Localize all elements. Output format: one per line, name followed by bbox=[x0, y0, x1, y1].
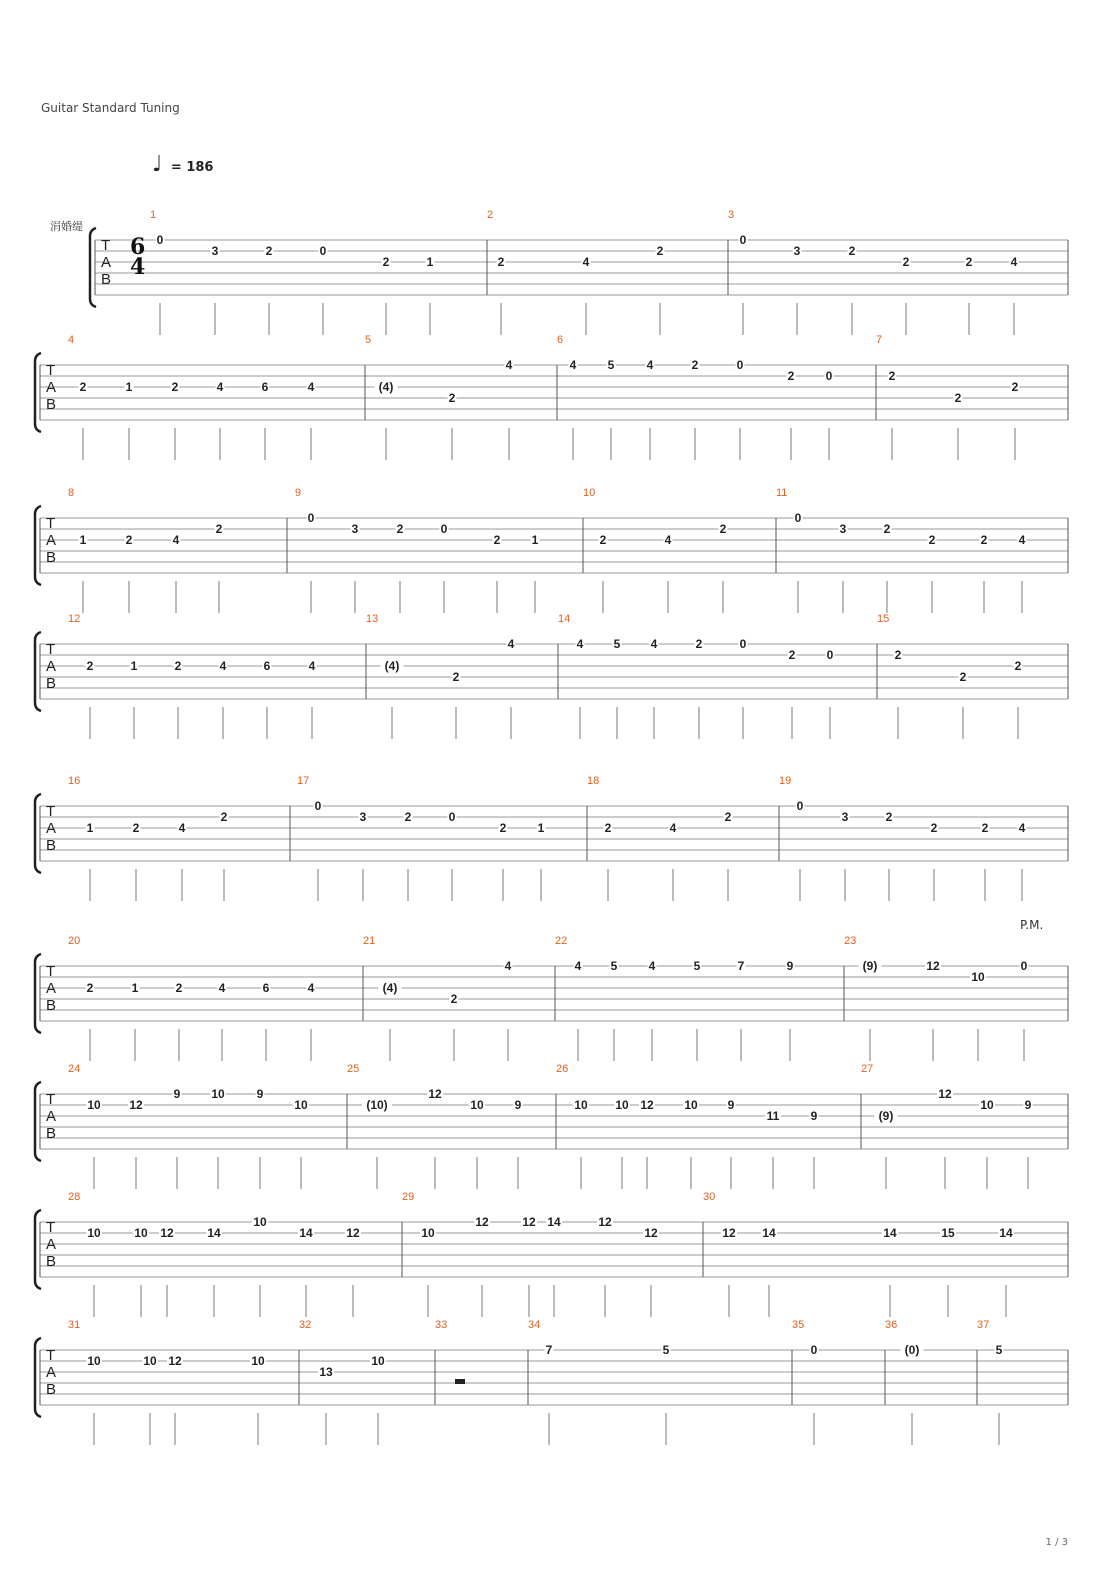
fret-number: 2 bbox=[885, 810, 893, 824]
tab-clef-letter: T bbox=[46, 641, 56, 658]
fret-number: 1 bbox=[125, 380, 133, 394]
measure-number: 12 bbox=[68, 613, 81, 625]
measure-number: 17 bbox=[297, 775, 310, 787]
fret-number: 1 bbox=[86, 821, 94, 835]
palm-mute-label: P.M. bbox=[1020, 918, 1044, 932]
fret-number: 10 bbox=[421, 1226, 435, 1240]
fret-number: 12 bbox=[160, 1226, 174, 1240]
fret-number: 9 bbox=[810, 1109, 818, 1123]
fret-number: 5 bbox=[610, 959, 618, 973]
measure-number: 28 bbox=[68, 1191, 81, 1203]
fret-number: 2 bbox=[174, 659, 182, 673]
tab-clef-letter: A bbox=[46, 1236, 57, 1253]
fret-number: 5 bbox=[613, 637, 621, 651]
fret-number: 2 bbox=[265, 244, 273, 258]
fret-number: 4 bbox=[307, 981, 315, 995]
tab-clef-letter: B bbox=[46, 1381, 57, 1398]
measure-number: 2 bbox=[487, 209, 494, 221]
tab-clef-letter: A bbox=[46, 1108, 57, 1125]
time-signature-bottom: 4 bbox=[130, 254, 146, 280]
fret-number: 4 bbox=[178, 821, 186, 835]
fret-number: 4 bbox=[669, 821, 677, 835]
fret-number: (4) bbox=[384, 659, 400, 673]
fret-number: 9 bbox=[786, 959, 794, 973]
measure-number: 11 bbox=[776, 487, 788, 499]
tab-clef-letter: B bbox=[46, 997, 57, 1014]
fret-number: 1 bbox=[79, 533, 87, 547]
fret-number: 9 bbox=[173, 1087, 181, 1101]
fret-number: 2 bbox=[79, 380, 87, 394]
measure-number: 27 bbox=[861, 1063, 874, 1075]
time-signature-top: 6 bbox=[130, 234, 146, 260]
tab-clef-letter: B bbox=[46, 549, 57, 566]
fret-number: 3 bbox=[351, 522, 359, 536]
fret-number: 5 bbox=[693, 959, 701, 973]
fret-number: 0 bbox=[810, 1343, 818, 1357]
fret-number: 14 bbox=[883, 1226, 897, 1240]
measure-number: 8 bbox=[68, 487, 75, 499]
measure-number: 3 bbox=[728, 209, 735, 221]
fret-number: (0) bbox=[904, 1343, 920, 1357]
fret-number: 12 bbox=[938, 1087, 952, 1101]
measure-number: 22 bbox=[555, 935, 568, 947]
fret-number: 4 bbox=[172, 533, 180, 547]
fret-number: 2 bbox=[656, 244, 664, 258]
fret-number: 2 bbox=[788, 648, 796, 662]
fret-number: 5 bbox=[662, 1343, 670, 1357]
fret-number: 10 bbox=[615, 1098, 629, 1112]
fret-number: 7 bbox=[545, 1343, 553, 1357]
tab-clef-letter: B bbox=[46, 1253, 57, 1270]
fret-number: 2 bbox=[497, 255, 505, 269]
fret-number: 4 bbox=[1018, 533, 1026, 547]
fret-number: 4 bbox=[650, 637, 658, 651]
measure-number: 14 bbox=[558, 613, 571, 625]
tab-clef-letter: B bbox=[46, 675, 57, 692]
fret-number: 0 bbox=[319, 244, 327, 258]
fret-number: 2 bbox=[493, 533, 501, 547]
fret-number: 3 bbox=[841, 810, 849, 824]
fret-number: 12 bbox=[168, 1354, 182, 1368]
measure-number: 30 bbox=[703, 1191, 716, 1203]
fret-number: 1 bbox=[131, 981, 139, 995]
fret-number: 4 bbox=[576, 637, 584, 651]
tab-clef-letter: B bbox=[101, 271, 112, 288]
fret-number: 10 bbox=[87, 1226, 101, 1240]
fret-number: 2 bbox=[894, 648, 902, 662]
measure-number: 31 bbox=[68, 1319, 81, 1331]
measure-number: 25 bbox=[347, 1063, 360, 1075]
fret-number: 5 bbox=[995, 1343, 1003, 1357]
page-number: 1 / 3 bbox=[1045, 1537, 1068, 1548]
fret-number: 15 bbox=[941, 1226, 955, 1240]
fret-number: 2 bbox=[1011, 380, 1019, 394]
fret-number: 2 bbox=[724, 810, 732, 824]
tab-clef-letter: T bbox=[46, 1219, 56, 1236]
fret-number: 2 bbox=[930, 821, 938, 835]
fret-number: 3 bbox=[359, 810, 367, 824]
measure-number: 23 bbox=[844, 935, 857, 947]
tab-clef-letter: T bbox=[46, 515, 56, 532]
fret-number: 4 bbox=[582, 255, 590, 269]
tab-clef-letter: A bbox=[101, 254, 112, 271]
fret-number: 10 bbox=[980, 1098, 994, 1112]
fret-number: 4 bbox=[504, 959, 512, 973]
fret-number: 10 bbox=[371, 1354, 385, 1368]
measure-number: 10 bbox=[583, 487, 596, 499]
fret-number: 3 bbox=[793, 244, 801, 258]
tab-clef-letter: B bbox=[46, 837, 57, 854]
fret-number: 2 bbox=[787, 369, 795, 383]
fret-number: (4) bbox=[382, 981, 398, 995]
fret-number: 2 bbox=[980, 533, 988, 547]
measure-number: 36 bbox=[885, 1319, 898, 1331]
fret-number: 2 bbox=[396, 522, 404, 536]
fret-number: 6 bbox=[263, 659, 271, 673]
fret-number: 12 bbox=[722, 1226, 736, 1240]
fret-number: 10 bbox=[143, 1354, 157, 1368]
fret-number: 12 bbox=[640, 1098, 654, 1112]
fret-number: 10 bbox=[251, 1354, 265, 1368]
fret-number: 12 bbox=[598, 1215, 612, 1229]
fret-number: 2 bbox=[902, 255, 910, 269]
measure-number: 9 bbox=[295, 487, 302, 499]
measure-number: 6 bbox=[557, 334, 564, 346]
fret-number: 14 bbox=[999, 1226, 1013, 1240]
measure-number: 18 bbox=[587, 775, 600, 787]
fret-number: 10 bbox=[253, 1215, 267, 1229]
fret-number: 2 bbox=[954, 391, 962, 405]
fret-number: (10) bbox=[366, 1098, 388, 1112]
fret-number: 10 bbox=[87, 1354, 101, 1368]
fret-number: 0 bbox=[825, 369, 833, 383]
tab-clef-letter: T bbox=[101, 237, 111, 254]
fret-number: 2 bbox=[215, 522, 223, 536]
tab-clef-letter: A bbox=[46, 980, 57, 997]
tab-clef-letter: T bbox=[46, 803, 56, 820]
tab-clef-letter: A bbox=[46, 820, 57, 837]
fret-number: 2 bbox=[86, 659, 94, 673]
fret-number: 9 bbox=[256, 1087, 264, 1101]
fret-number: 2 bbox=[981, 821, 989, 835]
fret-number: 2 bbox=[175, 981, 183, 995]
fret-number: 12 bbox=[644, 1226, 658, 1240]
measure-number: 1 bbox=[150, 209, 157, 221]
fret-number: 4 bbox=[664, 533, 672, 547]
fret-number: 4 bbox=[219, 659, 227, 673]
measure-number: 7 bbox=[876, 334, 883, 346]
measure-number: 37 bbox=[977, 1319, 990, 1331]
fret-number: 4 bbox=[308, 659, 316, 673]
measure-number: 4 bbox=[68, 334, 75, 346]
fret-number: 12 bbox=[926, 959, 940, 973]
tempo-value: = 186 bbox=[170, 160, 214, 175]
fret-number: 4 bbox=[218, 981, 226, 995]
fret-number: 0 bbox=[1020, 959, 1028, 973]
fret-number: 2 bbox=[382, 255, 390, 269]
fret-number: 0 bbox=[794, 511, 802, 525]
fret-number: 5 bbox=[607, 358, 615, 372]
fret-number: 2 bbox=[499, 821, 507, 835]
fret-number: 6 bbox=[262, 981, 270, 995]
fret-number: 3 bbox=[211, 244, 219, 258]
fret-number: 4 bbox=[646, 358, 654, 372]
fret-number: 0 bbox=[307, 511, 315, 525]
tab-clef-letter: T bbox=[46, 963, 56, 980]
fret-number: 10 bbox=[574, 1098, 588, 1112]
fret-number: 1 bbox=[537, 821, 545, 835]
tab-clef-letter: A bbox=[46, 1364, 57, 1381]
fret-number: 6 bbox=[261, 380, 269, 394]
measure-number: 13 bbox=[366, 613, 379, 625]
fret-number: 12 bbox=[129, 1098, 143, 1112]
fret-number: 2 bbox=[220, 810, 228, 824]
measure-number: 34 bbox=[528, 1319, 541, 1331]
fret-number: 10 bbox=[134, 1226, 148, 1240]
fret-number: 2 bbox=[928, 533, 936, 547]
fret-number: 0 bbox=[826, 648, 834, 662]
fret-number: 14 bbox=[762, 1226, 776, 1240]
fret-number: 12 bbox=[346, 1226, 360, 1240]
fret-number: 14 bbox=[547, 1215, 561, 1229]
measure-number: 29 bbox=[402, 1191, 415, 1203]
fret-number: 14 bbox=[207, 1226, 221, 1240]
fret-number: 2 bbox=[450, 992, 458, 1006]
fret-number: 10 bbox=[470, 1098, 484, 1112]
fret-number: 13 bbox=[319, 1365, 333, 1379]
fret-number: 2 bbox=[132, 821, 140, 835]
measure-number: 5 bbox=[365, 334, 372, 346]
fret-number: 4 bbox=[307, 380, 315, 394]
fret-number: 7 bbox=[737, 959, 745, 973]
fret-number: 4 bbox=[216, 380, 224, 394]
tab-clef-letter: A bbox=[46, 379, 57, 396]
fret-number: (4) bbox=[378, 380, 394, 394]
fret-number: 11 bbox=[766, 1109, 780, 1123]
fret-number: 0 bbox=[736, 358, 744, 372]
measure-number: 26 bbox=[556, 1063, 569, 1075]
measure-number: 20 bbox=[68, 935, 81, 947]
quarter-note-icon: ♩ bbox=[152, 152, 163, 177]
track-name: 涓婚缇 bbox=[50, 220, 83, 233]
fret-number: 0 bbox=[739, 233, 747, 247]
fret-number: 9 bbox=[514, 1098, 522, 1112]
fret-number: 2 bbox=[604, 821, 612, 835]
tab-clef-letter: B bbox=[46, 396, 57, 413]
fret-number: 3 bbox=[839, 522, 847, 536]
fret-number: 2 bbox=[888, 369, 896, 383]
fret-number: 12 bbox=[522, 1215, 536, 1229]
fret-number: 2 bbox=[691, 358, 699, 372]
tuning-label: Guitar Standard Tuning bbox=[41, 101, 180, 115]
fret-number: 2 bbox=[125, 533, 133, 547]
fret-number: 2 bbox=[404, 810, 412, 824]
fret-number: 4 bbox=[574, 959, 582, 973]
fret-number: 10 bbox=[971, 970, 985, 984]
fret-number: 0 bbox=[440, 522, 448, 536]
measure-number: 19 bbox=[779, 775, 792, 787]
fret-number: 2 bbox=[848, 244, 856, 258]
fret-number: 0 bbox=[156, 233, 164, 247]
measure-number: 16 bbox=[68, 775, 81, 787]
tab-clef-letter: A bbox=[46, 658, 57, 675]
fret-number: 2 bbox=[719, 522, 727, 536]
fret-number: 1 bbox=[426, 255, 434, 269]
fret-number: 2 bbox=[883, 522, 891, 536]
tab-clef-letter: T bbox=[46, 362, 56, 379]
measure-number: 33 bbox=[435, 1319, 448, 1331]
fret-number: 10 bbox=[684, 1098, 698, 1112]
fret-number: 2 bbox=[695, 637, 703, 651]
measure-number: 21 bbox=[363, 935, 376, 947]
fret-number: 0 bbox=[796, 799, 804, 813]
fret-number: 2 bbox=[965, 255, 973, 269]
measure-number: 35 bbox=[792, 1319, 805, 1331]
fret-number: (9) bbox=[878, 1109, 894, 1123]
fret-number: 0 bbox=[739, 637, 747, 651]
fret-number: 4 bbox=[569, 358, 577, 372]
fret-number: 2 bbox=[171, 380, 179, 394]
fret-number: 9 bbox=[727, 1098, 735, 1112]
fret-number: 2 bbox=[448, 391, 456, 405]
fret-number: 2 bbox=[452, 670, 460, 684]
fret-number: 0 bbox=[314, 799, 322, 813]
rest-symbol bbox=[455, 1379, 465, 1384]
fret-number: 4 bbox=[648, 959, 656, 973]
fret-number: 4 bbox=[1010, 255, 1018, 269]
fret-number: 4 bbox=[1018, 821, 1026, 835]
fret-number: 2 bbox=[959, 670, 967, 684]
measure-number: 32 bbox=[299, 1319, 312, 1331]
fret-number: (9) bbox=[862, 959, 878, 973]
fret-number: 12 bbox=[428, 1087, 442, 1101]
fret-number: 10 bbox=[87, 1098, 101, 1112]
fret-number: 2 bbox=[1014, 659, 1022, 673]
fret-number: 2 bbox=[599, 533, 607, 547]
tab-clef-letter: T bbox=[46, 1091, 56, 1108]
fret-number: 10 bbox=[211, 1087, 225, 1101]
fret-number: 2 bbox=[86, 981, 94, 995]
fret-number: 1 bbox=[531, 533, 539, 547]
fret-number: 1 bbox=[130, 659, 138, 673]
measure-number: 24 bbox=[68, 1063, 81, 1075]
fret-number: 4 bbox=[507, 637, 515, 651]
fret-number: 4 bbox=[505, 358, 513, 372]
tab-clef-letter: T bbox=[46, 1347, 56, 1364]
tab-clef-letter: A bbox=[46, 532, 57, 549]
fret-number: 14 bbox=[299, 1226, 313, 1240]
measure-number: 15 bbox=[877, 613, 890, 625]
fret-number: 9 bbox=[1024, 1098, 1032, 1112]
fret-number: 10 bbox=[294, 1098, 308, 1112]
tab-clef-letter: B bbox=[46, 1125, 57, 1142]
fret-number: 12 bbox=[475, 1215, 489, 1229]
fret-number: 0 bbox=[448, 810, 456, 824]
